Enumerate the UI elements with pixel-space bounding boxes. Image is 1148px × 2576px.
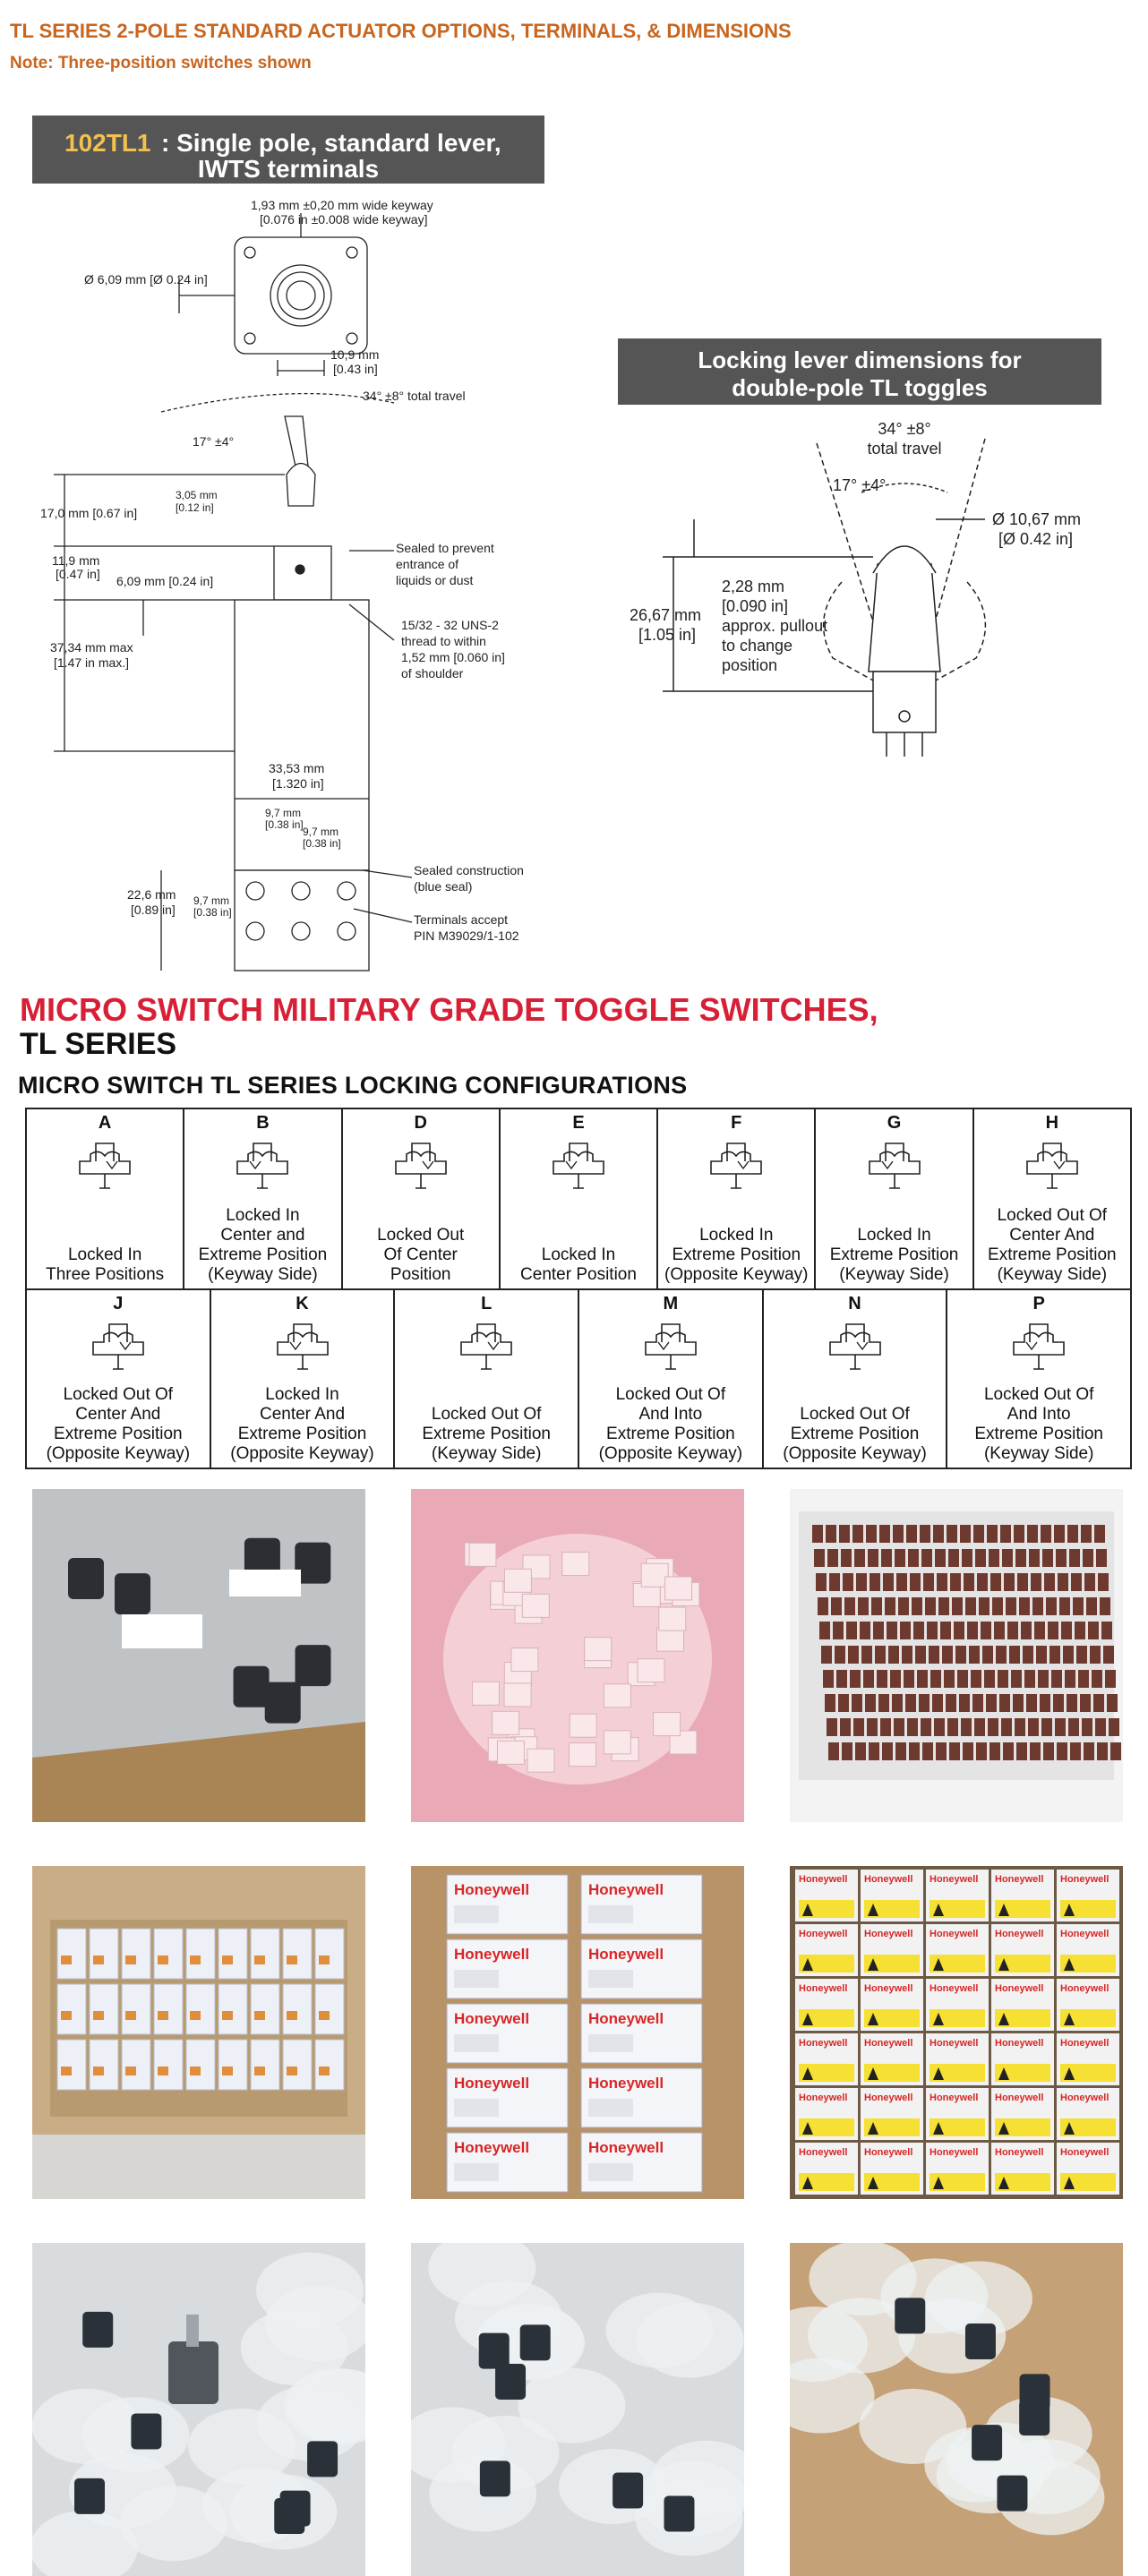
svg-text:Honeywell: Honeywell [930, 1929, 979, 1939]
right-pull-1: 2,28 mm [722, 578, 785, 595]
note-terminals-1: Terminals accept [414, 912, 509, 927]
configuration-letter: D [414, 1113, 427, 1133]
configuration-label: Locked In Center and Extreme Position (Keyway Side) [198, 1206, 328, 1284]
table-row [27, 1109, 1130, 1290]
configuration-label: Locked Out Of Extreme Position (Keyway Side) [422, 1405, 551, 1463]
caption-line2: IWTS terminals [197, 155, 380, 183]
note-sealed-3: liquids or dust [396, 573, 474, 587]
svg-text:Honeywell: Honeywell [454, 2010, 530, 2027]
dim-pitch3-in: [0.38 in] [193, 906, 232, 919]
svg-text:Honeywell: Honeywell [1060, 1929, 1109, 1939]
configuration-letter: N [848, 1294, 861, 1314]
right-dia-2: [Ø 0.42 in] [998, 530, 1074, 548]
svg-text:Honeywell: Honeywell [588, 2139, 664, 2156]
svg-text:Honeywell: Honeywell [930, 2038, 979, 2049]
configuration-label: Locked In Center And Extreme Position (Opposite Keyway) [230, 1385, 374, 1463]
svg-text:Honeywell: Honeywell [1060, 2147, 1109, 2158]
svg-text:Honeywell: Honeywell [799, 2038, 848, 2049]
right-angle: 17° ±4° [833, 476, 887, 494]
svg-text:Honeywell: Honeywell [864, 2038, 913, 2049]
note-thread-3: 1,52 mm [0.060 in] [401, 650, 505, 664]
right-pull-2: [0.090 in] [722, 597, 789, 615]
svg-text:Honeywell: Honeywell [864, 1874, 913, 1885]
svg-text:Honeywell: Honeywell [995, 2038, 1044, 2049]
locking-switch-icon [389, 1138, 453, 1192]
configuration-letter: K [296, 1294, 309, 1314]
right-len-in: [1.05 in] [638, 626, 697, 644]
svg-text:Honeywell: Honeywell [995, 2147, 1044, 2158]
svg-text:Honeywell: Honeywell [454, 1881, 530, 1898]
configuration-letter: A [98, 1113, 112, 1133]
dim-bushing-mm: 11,9 mm [52, 553, 100, 568]
svg-text:Honeywell: Honeywell [799, 1929, 848, 1939]
configuration-letter: P [1032, 1294, 1045, 1314]
dim-bushing-dia: 6,09 mm [0.24 in] [116, 574, 214, 588]
configuration-cell [579, 1290, 764, 1468]
configuration-cell [343, 1109, 501, 1288]
svg-text:Honeywell: Honeywell [995, 1929, 1044, 1939]
configuration-letter: L [481, 1294, 493, 1314]
svg-text:Honeywell: Honeywell [454, 2139, 530, 2156]
svg-text:Honeywell: Honeywell [454, 2075, 530, 2092]
configuration-cell [947, 1290, 1130, 1468]
dim-lever-tip-in: [0.12 in] [176, 501, 214, 514]
configuration-label: Locked In Extreme Position (Keyway Side) [829, 1226, 959, 1284]
table-row [27, 1290, 1130, 1468]
configuration-cell [211, 1290, 396, 1468]
dim-lever-len: 17,0 mm [0.67 in] [40, 506, 138, 520]
svg-text:Honeywell: Honeywell [864, 2092, 913, 2103]
locking-switch-icon [73, 1138, 137, 1192]
page-title: TL SERIES 2-POLE STANDARD ACTUATOR OPTIONS, TERMINALS, & DIMENSIONS [10, 20, 792, 42]
dim-pitch1-in: [0.38 in] [265, 818, 304, 831]
right-travel-1: 34° ±8° [878, 420, 931, 438]
svg-text:Honeywell: Honeywell [864, 2147, 913, 2158]
dim-body-mm: 37,34 mm max [50, 640, 133, 655]
dim-bushing-in: [0.47 in] [56, 567, 100, 581]
configuration-letter: J [113, 1294, 124, 1314]
svg-text:Honeywell: Honeywell [588, 2075, 664, 2092]
svg-text:Honeywell: Honeywell [799, 1874, 848, 1885]
section-subtitle: TL SERIES [20, 1027, 177, 1061]
svg-text:Honeywell: Honeywell [995, 1983, 1044, 1994]
locking-switch-icon [638, 1319, 703, 1373]
svg-text:Honeywell: Honeywell [588, 1881, 664, 1898]
product-photo-gallery [0, 1486, 1148, 2519]
locking-switch-icon [270, 1319, 335, 1373]
svg-text:Honeywell: Honeywell [799, 1983, 848, 1994]
note-sealed-c1: Sealed construction [414, 863, 524, 877]
locking-configurations-table [25, 1108, 1132, 1469]
svg-text:Honeywell: Honeywell [995, 1874, 1044, 1885]
svg-text:Honeywell: Honeywell [588, 1946, 664, 1963]
configuration-cell [974, 1109, 1130, 1288]
dimension-diagram [0, 98, 1148, 976]
configuration-letter: M [663, 1294, 679, 1314]
locking-switch-icon [86, 1319, 150, 1373]
svg-text:Honeywell: Honeywell [454, 1946, 530, 1963]
svg-text:Honeywell: Honeywell [930, 1983, 979, 1994]
dim-base-mm: 33,53 mm [269, 761, 325, 775]
note-sealed-c2: (blue seal) [414, 879, 473, 894]
configuration-label: Locked Out Of And Into Extreme Position (Keyway Side) [974, 1385, 1103, 1463]
note-terminals-2: PIN M39029/1-102 [414, 929, 519, 943]
note-thread-4: of shoulder [401, 666, 464, 680]
note-thread-2: thread to within [401, 634, 486, 648]
svg-text:Honeywell: Honeywell [588, 2010, 664, 2027]
svg-text:Honeywell: Honeywell [799, 2092, 848, 2103]
svg-text:Honeywell: Honeywell [799, 2147, 848, 2158]
right-pull-5: position [722, 656, 778, 674]
locking-switch-icon [1020, 1138, 1084, 1192]
configuration-label: Locked Out Of Center And Extreme Position (Keyway Side) [988, 1206, 1117, 1284]
product-photo-bagged-toggle [32, 2243, 365, 2576]
locking-switch-icon [546, 1138, 611, 1192]
configuration-label: Locked In Extreme Position (Opposite Keyway) [664, 1226, 809, 1284]
svg-text:Honeywell: Honeywell [1060, 1983, 1109, 1994]
dim-travel: 34° ±8° total travel [363, 389, 466, 403]
configuration-cell [816, 1109, 973, 1288]
configurations-title: MICRO SWITCH TL SERIES LOCKING CONFIGURATIONS [18, 1072, 688, 1099]
dim-width-mm: 10,9 mm [330, 347, 380, 362]
dim-base-in: [1.320 in] [272, 776, 324, 791]
configuration-label: Locked In Three Positions [46, 1245, 165, 1284]
dim-body-in: [1.47 in max.] [54, 655, 130, 670]
configuration-cell [501, 1109, 658, 1288]
svg-text:Honeywell: Honeywell [930, 2147, 979, 2158]
configuration-cell [27, 1290, 211, 1468]
right-caption-1: Locking lever dimensions for [698, 347, 1022, 373]
dim-lever-tip-mm: 3,05 mm [176, 489, 218, 501]
svg-text:Honeywell: Honeywell [930, 2092, 979, 2103]
configuration-letter: F [731, 1113, 742, 1133]
dim-pitch3-mm: 9,7 mm [193, 894, 230, 907]
caption-code: 102TL1 [64, 129, 151, 157]
right-travel-2: total travel [867, 440, 942, 458]
configuration-letter: G [887, 1113, 902, 1133]
configuration-label: Locked In Center Position [520, 1245, 637, 1284]
dim-keyway-2: [0.076 in ±0.008 wide keyway] [260, 212, 428, 227]
right-len-mm: 26,67 mm [630, 606, 702, 624]
dim-pitch2-mm: 9,7 mm [303, 826, 339, 838]
svg-text:Honeywell: Honeywell [864, 1929, 913, 1939]
configuration-cell [764, 1290, 948, 1468]
product-photo-brand-labels [790, 1866, 1123, 2199]
note-sealed-2: entrance of [396, 557, 459, 571]
product-photo-bagged-pile [411, 2243, 744, 2576]
section-title: MICRO SWITCH MILITARY GRADE TOGGLE SWITCHES, [20, 991, 878, 1028]
configuration-letter: E [572, 1113, 585, 1133]
note-sealed-1: Sealed to prevent [396, 541, 494, 555]
configuration-label: Locked Out Of Extreme Position (Opposite Keyway) [783, 1405, 927, 1463]
locking-switch-icon [862, 1138, 927, 1192]
product-photo-pink-bag [411, 1489, 744, 1822]
locking-switch-icon [1007, 1319, 1071, 1373]
locking-switch-icon [704, 1138, 768, 1192]
svg-text:Honeywell: Honeywell [930, 1874, 979, 1885]
right-pull-3: approx. pullout [722, 617, 828, 635]
page-note: Note: Three-position switches shown [10, 54, 312, 73]
dim-term-mm: 22,6 mm [127, 887, 176, 902]
locking-switch-icon [454, 1319, 518, 1373]
configuration-cell [27, 1109, 184, 1288]
caption-rest: : Single pole, standard lever, [161, 129, 501, 157]
product-photo-brand-boxes [411, 1866, 744, 2199]
svg-text:Honeywell: Honeywell [1060, 2092, 1109, 2103]
locking-switch-icon [823, 1319, 887, 1373]
svg-text:Honeywell: Honeywell [995, 2092, 1044, 2103]
dim-keyway-1: 1,93 mm ±0,20 mm wide keyway [251, 198, 433, 212]
configuration-label: Locked Out Of Center Position [377, 1226, 465, 1284]
product-photo-bag-box [32, 1489, 365, 1822]
dim-term-in: [0.89 in] [131, 903, 176, 917]
dim-pitch1-mm: 9,7 mm [265, 807, 302, 819]
configuration-letter: B [256, 1113, 270, 1133]
configuration-label: Locked Out Of And Into Extreme Position (Opposite Keyway) [598, 1385, 743, 1463]
svg-text:Honeywell: Honeywell [1060, 2038, 1109, 2049]
configuration-letter: H [1045, 1113, 1059, 1133]
locking-switch-icon [230, 1138, 295, 1192]
configuration-label: Locked Out Of Center And Extreme Position (Opposite Keyway) [46, 1385, 191, 1463]
dim-width-in: [0.43 in] [333, 362, 378, 376]
svg-text:Honeywell: Honeywell [864, 1983, 913, 1994]
dim-angle: 17° ±4° [193, 434, 235, 449]
configuration-cell [658, 1109, 816, 1288]
configuration-cell [184, 1109, 342, 1288]
product-photo-bagged-box [790, 2243, 1123, 2576]
product-photo-white-boxes [32, 1866, 365, 2199]
note-thread-1: 15/32 - 32 UNS-2 [401, 618, 499, 632]
product-photo-tray [790, 1489, 1123, 1822]
configuration-cell [395, 1290, 579, 1468]
dim-pitch2-in: [0.38 in] [303, 837, 341, 850]
dim-diameter: Ø 6,09 mm [Ø 0.24 in] [84, 272, 208, 287]
right-pull-4: to change [722, 637, 793, 655]
right-dia-1: Ø 10,67 mm [992, 510, 1082, 528]
right-caption-2: double-pole TL toggles [732, 374, 988, 401]
svg-text:Honeywell: Honeywell [1060, 1874, 1109, 1885]
